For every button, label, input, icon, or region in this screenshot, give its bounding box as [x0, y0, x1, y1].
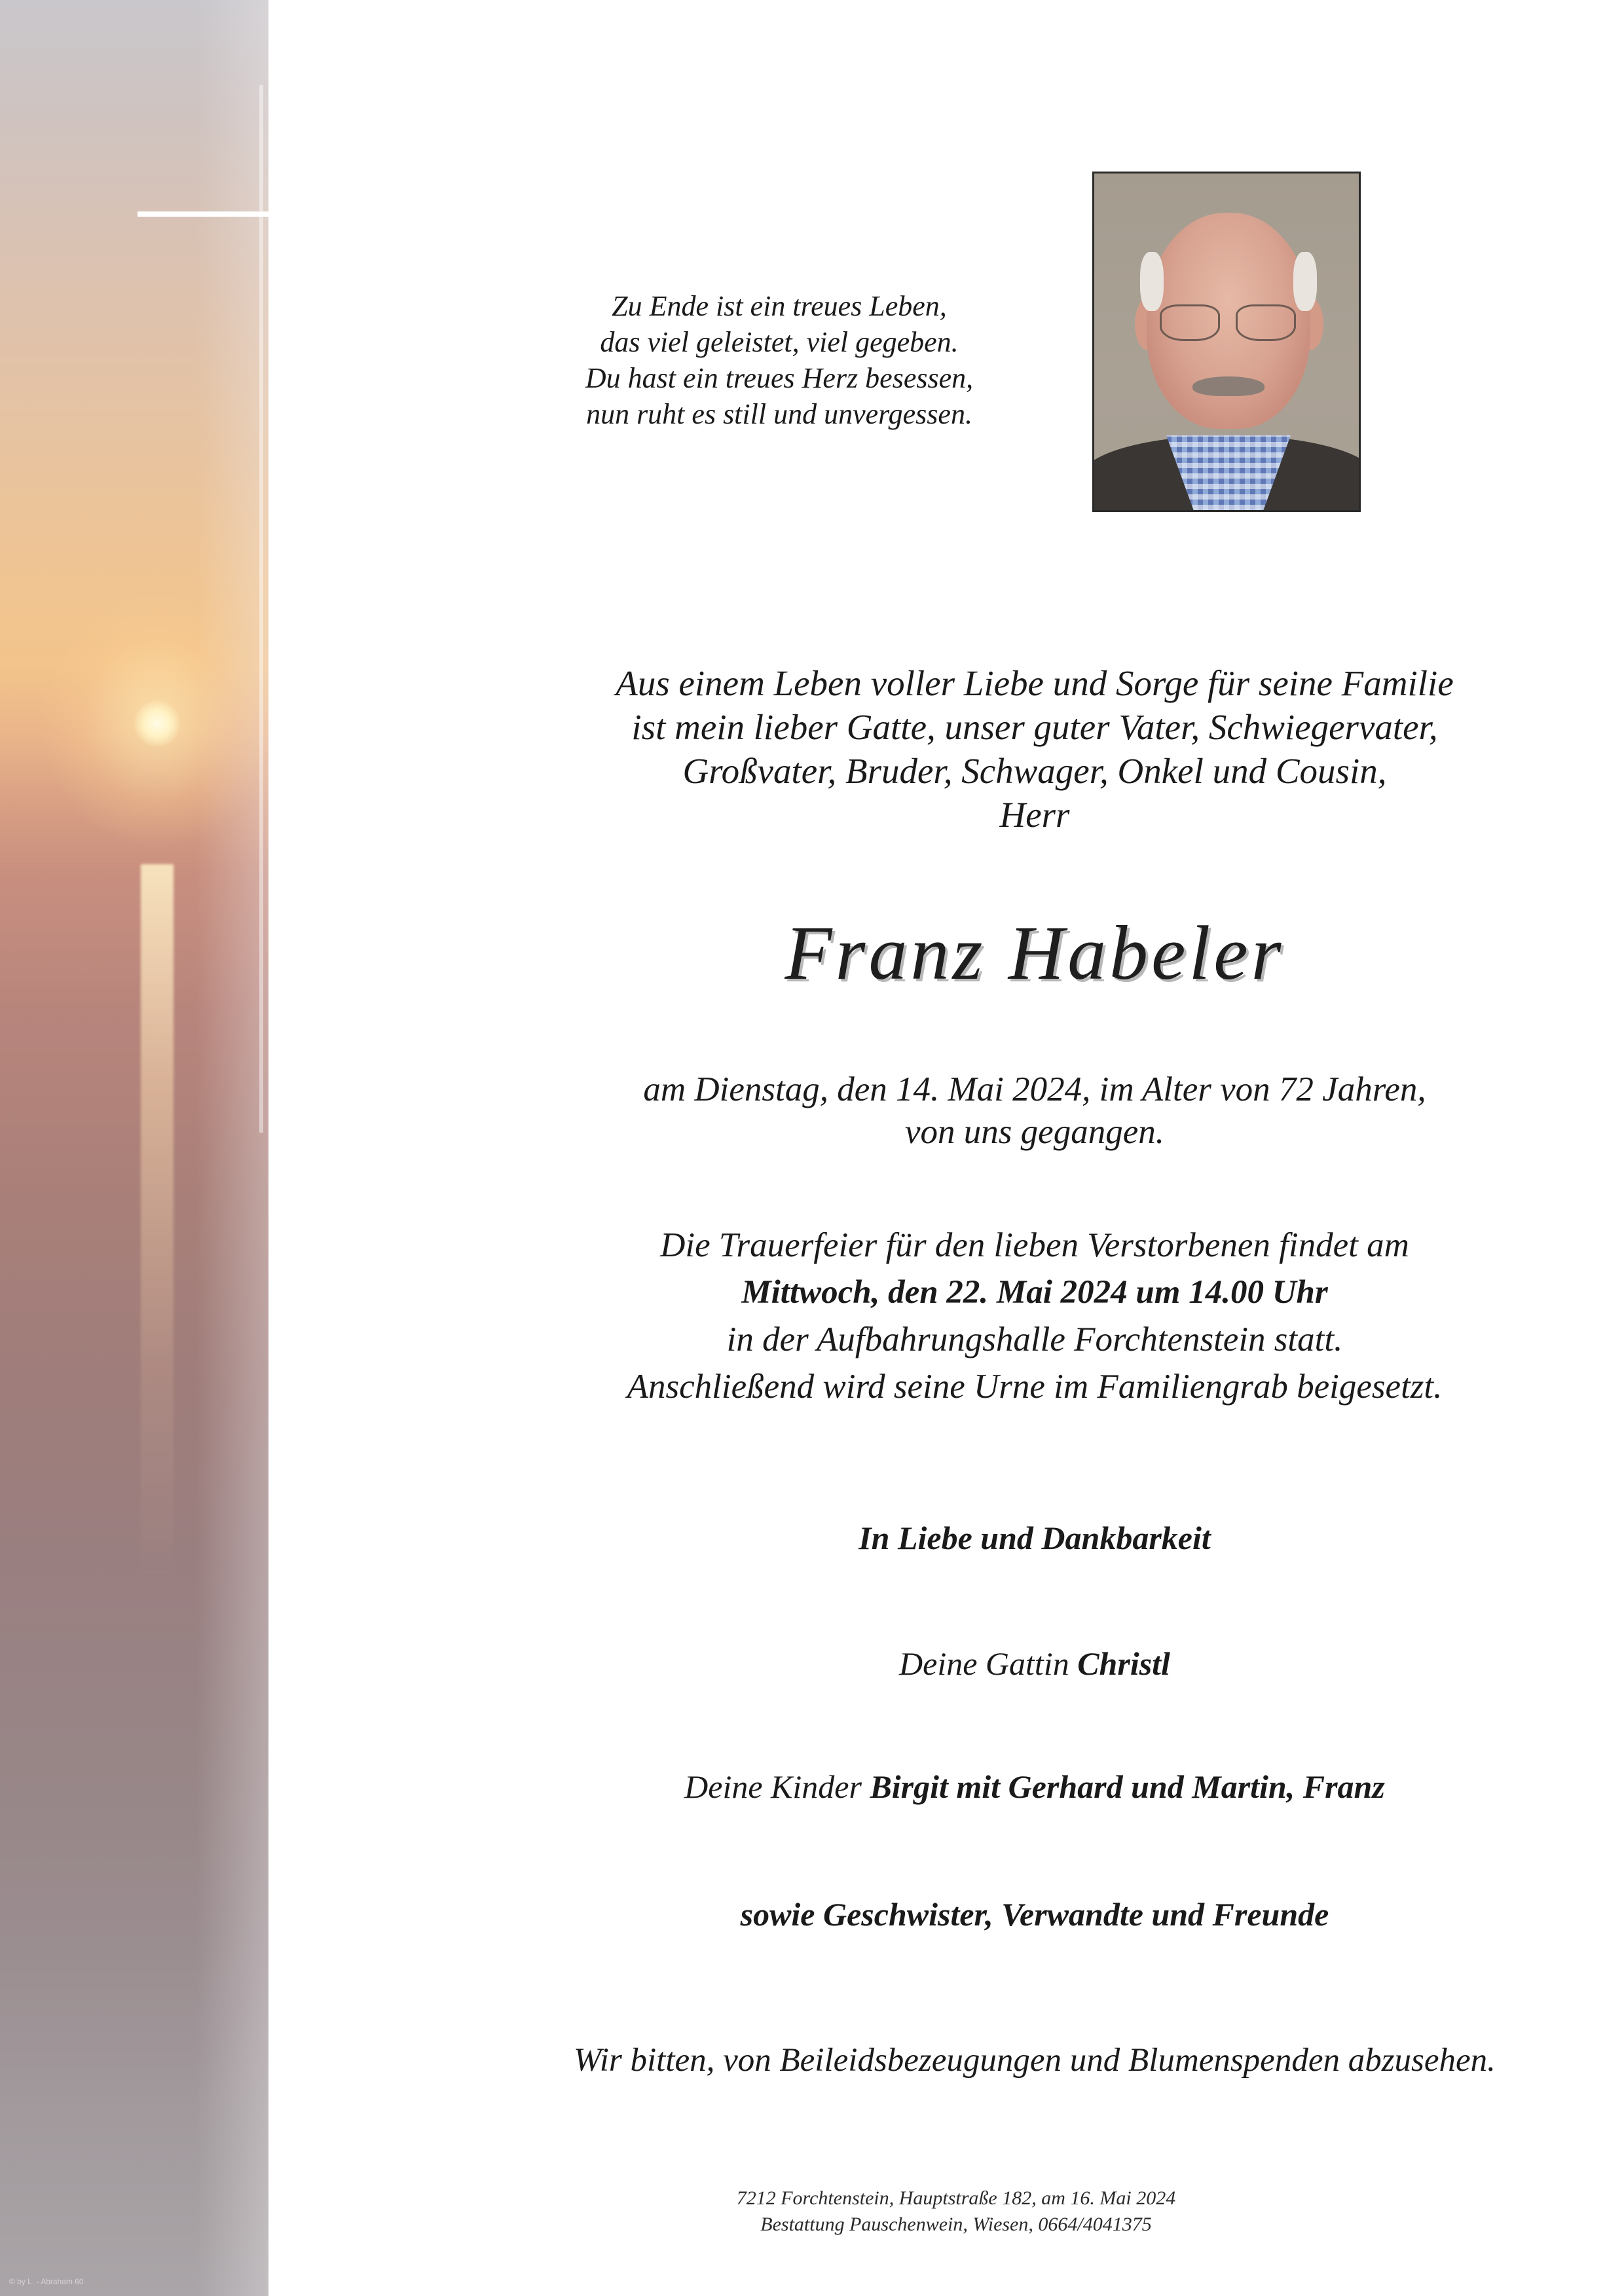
spouse-line	[498, 1645, 1572, 1683]
ceremony-location: in der Aufbahrungshalle Forchtenstein statt.	[726, 1321, 1343, 1358]
announcement-intro	[498, 661, 1572, 837]
poem-line: Du hast ein treues Herz besessen,	[585, 362, 974, 394]
intro-line: Herr	[999, 795, 1070, 835]
footer-undertaker: Bestattung Pauschenwein, Wiesen, 0664/4041375	[760, 2214, 1152, 2235]
relatives-line: sowie Geschwister, Verwandte und Freunde	[740, 1896, 1329, 1933]
deceased-name: Franz Habeler	[784, 910, 1285, 996]
photo-glasses	[1160, 304, 1297, 344]
ceremony-date: Mittwoch, den 22. Mai 2024 um 14.00 Uhr	[741, 1274, 1328, 1311]
poem-line: Zu Ende ist ein treues Leben,	[612, 290, 947, 322]
death-notice-line: am Dienstag, den 14. Mai 2024, im Alter von 72 Jahren,	[643, 1070, 1426, 1108]
footer-place-date: 7212 Forchtenstein, Hauptstraße 182, am 16. Mai 2024	[736, 2187, 1176, 2209]
portrait-photo	[1092, 172, 1361, 512]
decorative-white-line	[259, 85, 263, 1133]
strip-edge-fade	[196, 0, 268, 2296]
gratitude-line: In Liebe und Dankbarkeit	[858, 1520, 1211, 1556]
death-notice-line: von uns gegangen.	[905, 1113, 1164, 1151]
sunset-sea-image	[0, 0, 268, 2296]
condolence-request: Wir bitten, von Beileidsbezeugungen und Blumenspenden abzusehen.	[574, 2042, 1496, 2079]
children-names: Birgit mit Gerhard und Martin, Franz	[870, 1768, 1385, 1805]
children-line	[498, 1768, 1572, 1806]
intro-line: Großvater, Bruder, Schwager, Onkel und Cousin,	[682, 751, 1387, 791]
funeral-ceremony-info	[498, 1222, 1572, 1410]
ceremony-burial: Anschließend wird seine Urne im Familiengrab beigesetzt.	[627, 1368, 1443, 1406]
image-copyright: © by L. - Abraham 60	[9, 2277, 84, 2286]
glasses-lens-left	[1160, 304, 1220, 341]
memorial-poem	[530, 288, 1028, 432]
decorative-white-bar	[138, 211, 268, 217]
intro-line: ist mein lieber Gatte, unser guter Vater, Schwiegervater,	[631, 707, 1438, 747]
sun	[134, 701, 180, 746]
spouse-prefix: Deine Gattin	[899, 1645, 1078, 1682]
poem-line: nun ruht es still und unvergessen.	[586, 398, 972, 430]
spouse-name: Christl	[1077, 1645, 1170, 1682]
footer	[629, 2185, 1283, 2238]
photo-hair-left	[1140, 252, 1164, 311]
poem-line: das viel geleistet, viel gegeben.	[600, 326, 959, 358]
photo-hair-right	[1293, 252, 1317, 311]
intro-line: Aus einem Leben voller Liebe und Sorge für seine Familie	[616, 663, 1454, 703]
children-prefix: Deine Kinder	[684, 1768, 870, 1805]
death-notice	[498, 1068, 1572, 1154]
sun-reflection	[141, 864, 174, 1584]
photo-mustache	[1192, 376, 1264, 396]
ceremony-line: Die Trauerfeier für den lieben Verstorbenen findet am	[660, 1226, 1409, 1264]
glasses-lens-right	[1236, 304, 1296, 341]
